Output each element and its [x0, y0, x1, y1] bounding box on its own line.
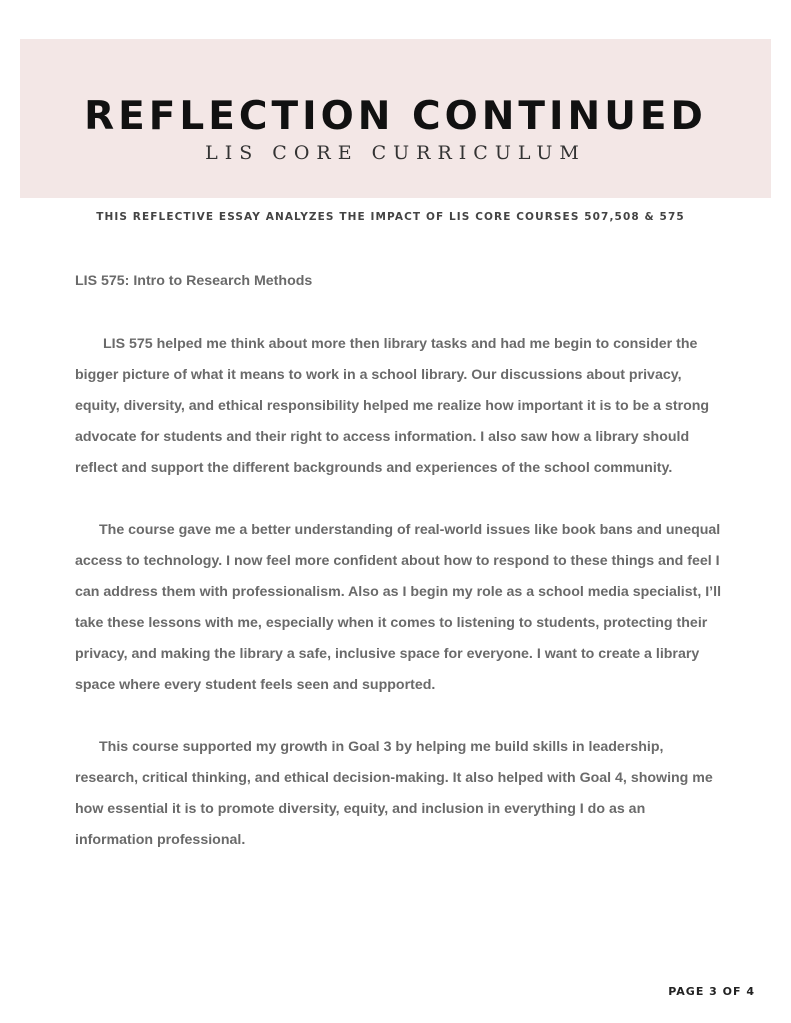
paragraph-2: The course gave me a better understanding of real-world issues like book bans and unequal access to technology. I now feel more confident about how to respond to these things and feel I can address them with professionalism. Also as I begin my role as a school media specialist, I’ll take these lessons with me, especially when it comes to listening to students, protecting their privacy, and making the library a safe, inclusive space for everyone. I want to create a library space where every student feels seen and supported.: [75, 522, 722, 693]
page-number: PAGE 3 OF 4: [668, 985, 755, 998]
essay-body: [75, 267, 725, 856]
header-banner: [20, 39, 771, 198]
section-heading: LIS 575: Intro to Research Methods: [75, 273, 313, 289]
essay-tagline: THIS REFLECTIVE ESSAY ANALYZES THE IMPACT OF LIS CORE COURSES 507,508 & 575: [96, 211, 685, 223]
paragraph-3: This course supported my growth in Goal 3 by helping me build skills in leadership, research, critical thinking, and ethical decision-making. It also helped with Goal 4, showing me how essential it is to promote diversity, equity, and inclusion in everything I do as an information professional.: [75, 739, 713, 848]
paragraph-1: LIS 575 helped me think about more then library tasks and had me begin to consider the bigger picture of what it means to work in a school library. Our discussions about privacy, equity, diversity, and ethical responsibility helped me realize how important it is to be a strong advocate for students and their right to access information. I also saw how a library should reflect and support the different backgrounds and experiences of the school community.: [75, 336, 710, 476]
page-title: REFLECTION CONTINUED: [84, 94, 707, 139]
page-subtitle: LIS CORE CURRICULUM: [205, 142, 586, 164]
